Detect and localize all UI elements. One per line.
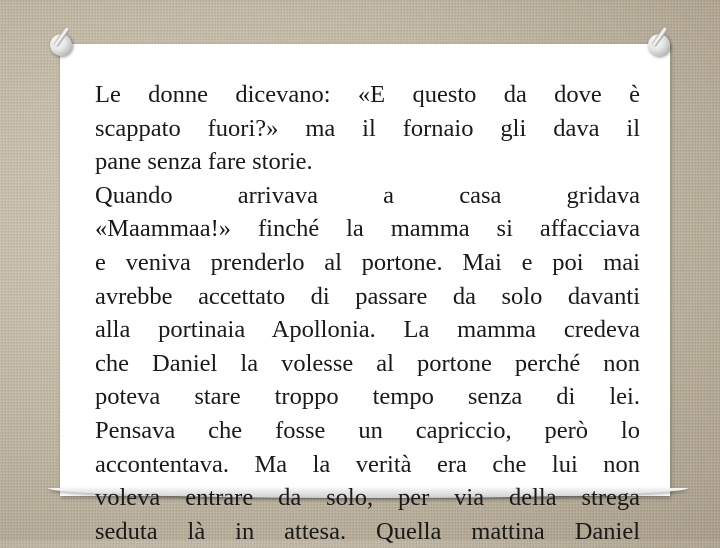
text-line: Pensava che fosse un capriccio, però lo <box>95 416 640 444</box>
text-line: Le donne dicevano: «E questo da dove è <box>95 81 640 108</box>
text-line: poteva stare troppo tempo senza di lei. <box>95 383 640 411</box>
text-line: avrebbe accettato di passare da solo davanti <box>95 282 640 310</box>
body-text <box>95 78 640 548</box>
text-line: seduta là in attesa. Quella mattina Daniel <box>95 517 640 545</box>
text-line: pane senza fare storie. <box>95 148 313 176</box>
text-line: e veniva prenderlo al portone. Mai e poi mai <box>95 248 640 276</box>
text-line: alla portinaia Apollonia. La mamma credeva <box>95 316 640 344</box>
pin-icon <box>50 34 72 56</box>
text-line: «Maammaa!» finché la mamma si affacciava <box>95 215 640 243</box>
text-line: voleva entrare da solo, per via della strega <box>95 484 640 512</box>
text-line: che Daniel la volesse al portone perché non <box>95 349 640 377</box>
text-line: Quando arrivava a casa gridava <box>95 181 640 209</box>
text-line: scappato fuori?» ma il fornaio gli dava il <box>95 114 640 142</box>
pin-icon <box>648 34 670 56</box>
text-line: accontentava. Ma la verità era che lui non <box>95 450 640 478</box>
